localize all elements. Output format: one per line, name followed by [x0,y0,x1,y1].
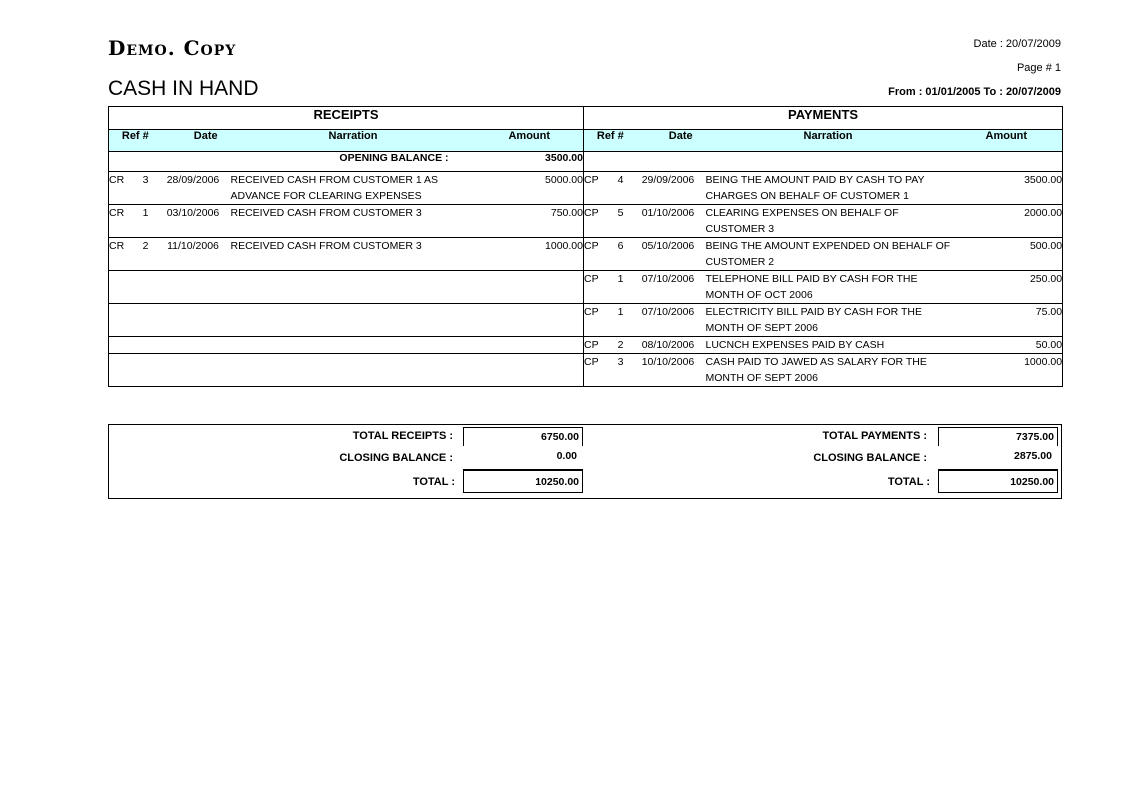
receipt-date: 03/10/2006 [156,205,231,238]
receipt-ref [136,271,156,304]
table-row [109,271,1063,304]
payment-type: CP [584,238,611,271]
receipts-section-header: RECEIPTS [109,107,584,130]
receipt-ref [136,337,156,354]
receipt-type [109,304,136,337]
total-receipts-value: 6750.00 [463,427,583,446]
total-payments-value: 7375.00 [938,427,1058,446]
payment-amount: 250.00 [951,271,1063,304]
receipt-type [109,354,136,387]
receipts-amount-header: Amount [476,130,584,152]
payments-amount-header: Amount [951,130,1063,152]
payments-opening-empty [584,152,1063,172]
opening-balance-row [109,152,1063,172]
payment-type: CP [584,172,611,205]
payment-amount: 75.00 [951,304,1063,337]
table-row [109,354,1063,387]
receipt-ref: 1 [136,205,156,238]
receipt-narration: RECEIVED CASH FROM CUSTOMER 3 [231,238,476,271]
receipt-amount: 5000.00 [476,172,584,205]
total-receipts-label: TOTAL RECEIPTS : [352,430,453,442]
payment-amount: 2000.00 [951,205,1063,238]
receipt-date: 11/10/2006 [156,238,231,271]
payment-ref: 1 [611,271,631,304]
receipt-date [156,337,231,354]
payment-date: 08/10/2006 [631,337,706,354]
payment-type: CP [584,271,611,304]
payment-narration: LUCNCH EXPENSES PAID BY CASH [706,337,951,354]
date-range: From : 01/01/2005 To : 20/07/2009 [888,86,1061,98]
payments-grand-total-value: 10250.00 [938,469,1058,493]
receipt-date: 28/09/2006 [156,172,231,205]
payments-narration-header: Narration [706,130,951,152]
receipt-date [156,304,231,337]
receipt-amount: 750.00 [476,205,584,238]
payment-ref: 2 [611,337,631,354]
payment-amount: 500.00 [951,238,1063,271]
receipt-narration: RECEIVED CASH FROM CUSTOMER 3 [231,205,476,238]
receipt-narration [231,304,476,337]
payment-date: 10/10/2006 [631,354,706,387]
payment-date: 29/09/2006 [631,172,706,205]
payment-type: CP [584,354,611,387]
receipt-amount [476,304,584,337]
receipts-grand-total-label: TOTAL : [412,476,455,488]
receipt-date [156,354,231,387]
receipt-date [156,271,231,304]
receipt-narration [231,337,476,354]
payment-type: CP [584,304,611,337]
payment-ref: 5 [611,205,631,238]
payment-ref: 4 [611,172,631,205]
totals-box [108,424,1062,499]
payments-closing-value: 2875.00 [1014,450,1052,462]
receipt-ref: 2 [136,238,156,271]
report-title: CASH IN HAND [108,77,259,100]
receipts-closing-value: 0.00 [556,450,577,462]
table-row [109,238,1063,271]
payments-section-header: PAYMENTS [584,107,1063,130]
payments-closing-label: CLOSING BALANCE : [813,452,927,464]
receipt-type [109,337,136,354]
report-date: Date : 20/07/2009 [973,38,1061,50]
page-number: Page # 1 [1016,62,1061,74]
payment-narration: CASH PAID TO JAWED AS SALARY FOR THE MONTH OF SEPT 2006 [706,354,951,387]
receipt-type: CR [109,205,136,238]
receipt-amount [476,271,584,304]
receipt-ref [136,354,156,387]
payment-date: 01/10/2006 [631,205,706,238]
receipt-narration: RECEIVED CASH FROM CUSTOMER 1 AS ADVANCE FOR CLEARING EXPENSES [231,172,476,205]
table-row [109,205,1063,238]
table-row [109,304,1063,337]
payment-narration: BEING THE AMOUNT PAID BY CASH TO PAY CHARGES ON BEHALF OF CUSTOMER 1 [706,172,951,205]
payment-amount: 3500.00 [951,172,1063,205]
opening-balance-amount: 3500.00 [476,152,584,172]
payment-narration: ELECTRICITY BILL PAID BY CASH FOR THE MONTH OF SEPT 2006 [706,304,951,337]
receipts-closing-label: CLOSING BALANCE : [339,452,453,464]
payment-date: 07/10/2006 [631,271,706,304]
payment-type: CP [584,205,611,238]
payment-narration: BEING THE AMOUNT EXPENDED ON BEHALF OF CUSTOMER 2 [706,238,951,271]
receipt-narration [231,354,476,387]
receipt-ref [136,304,156,337]
demo-copy-watermark: Demo. Copy [108,36,237,60]
receipt-ref: 3 [136,172,156,205]
receipts-ref-header: Ref # Date [109,130,231,152]
payment-ref: 6 [611,238,631,271]
payment-amount: 50.00 [951,337,1063,354]
payment-type: CP [584,337,611,354]
payments-ref-header: Ref # Date [584,130,706,152]
table-row [109,337,1063,354]
receipts-narration-header: Narration [231,130,476,152]
receipt-amount: 1000.00 [476,238,584,271]
payments-grand-total-label: TOTAL : [887,476,930,488]
table-row [109,172,1063,205]
payment-narration: TELEPHONE BILL PAID BY CASH FOR THE MONTH OF OCT 2006 [706,271,951,304]
payment-amount: 1000.00 [951,354,1063,387]
payment-ref: 3 [611,354,631,387]
receipt-type: CR [109,172,136,205]
receipt-type: CR [109,238,136,271]
payment-ref: 1 [611,304,631,337]
payment-date: 05/10/2006 [631,238,706,271]
receipt-amount [476,354,584,387]
opening-balance-label: OPENING BALANCE : [109,152,476,172]
receipt-type [109,271,136,304]
receipt-narration [231,271,476,304]
payment-date: 07/10/2006 [631,304,706,337]
total-payments-label: TOTAL PAYMENTS : [822,430,927,442]
payment-narration: CLEARING EXPENSES ON BEHALF OF CUSTOMER 3 [706,205,951,238]
receipt-amount [476,337,584,354]
cash-book-table [108,106,1063,387]
receipts-grand-total-value: 10250.00 [463,469,583,493]
